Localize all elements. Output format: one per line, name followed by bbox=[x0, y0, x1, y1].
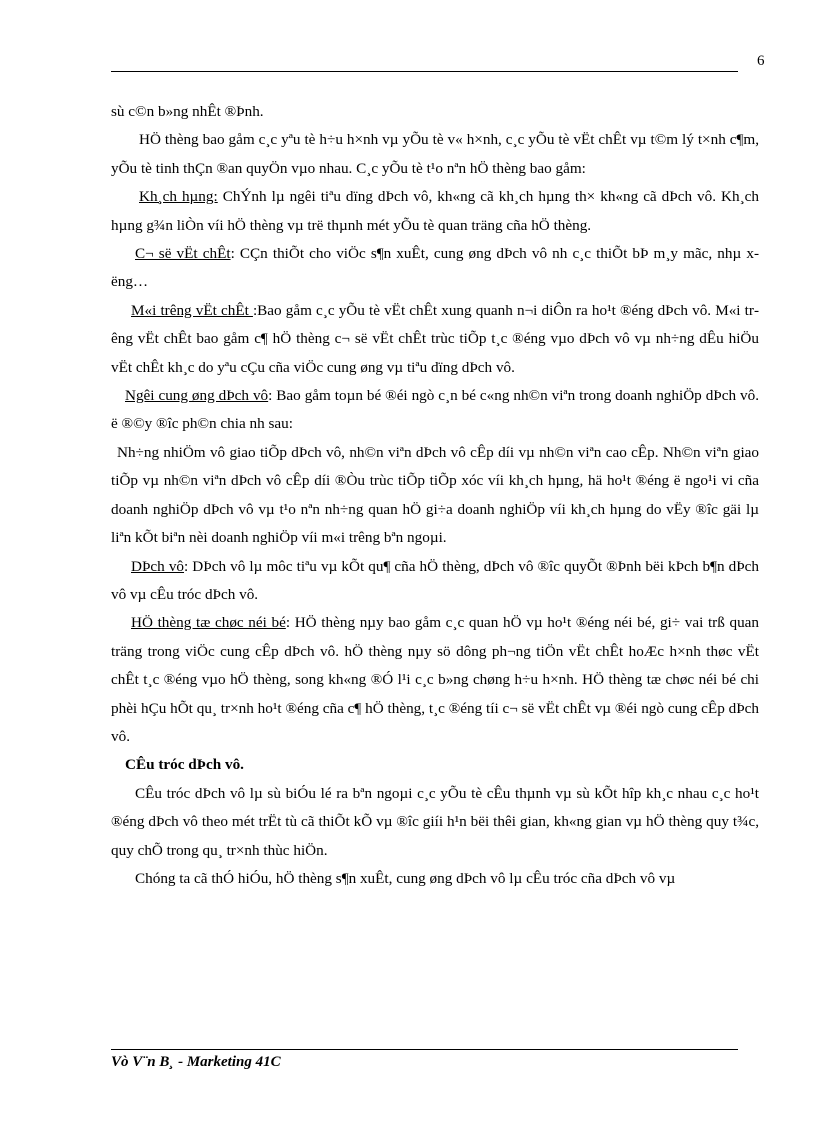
paragraph-dich-vu bbox=[111, 553, 759, 610]
paragraph-co-so-vat-chat bbox=[111, 240, 759, 297]
paragraph-nguoi-cung-ung bbox=[111, 382, 759, 439]
term-co-so-vat-chat: C¬ së vËt chÊt bbox=[135, 245, 231, 263]
term-moi-truong-vat-chat: M«i trêng vËt chÊt bbox=[131, 301, 253, 319]
paragraph-text: : DÞch vô lµ môc tiªu vµ kÕt qu¶ cña hÖ thèng, dÞch vô ®îc quyÕt ®Þnh bëi kÞch b¶n dÞch vô vµ cÊu tróc dÞch vô. bbox=[111, 557, 759, 603]
paragraph-text: :Bao gåm c¸c yÕu tè vËt chÊt xung quanh n¬i diÔn ra ho¹t ®éng dÞch vô. M«i trêng vËt chÊt bao gåm c¶ hÖ thèng c¬ së vËt chÊt trùc tiÕp t¸c ®éng vµo dÞch vô vµ nh÷ng dÊu hiÖu vËt chÊt kh¸c do yªu cÇu cña viÖc cung øng vµ tiªu dïng dÞch vô. bbox=[111, 301, 759, 376]
paragraph-text: : HÖ thèng nµy bao gåm c¸c quan hÖ vµ ho¹t ®éng néi bé, gi÷ vai trß quan träng trong viÖc cung cÊp dÞch vô. hÖ thèng nµy sö dông ph¬ng tiÖn vËt chÊt hoÆc h×nh thøc vËt chÊt t¸c ®éng vµo hÖ thèng, song kh«ng ®Ó l¹i c¸c b»ng chøng h÷u h×nh. HÖ thèng tæ chøc néi bé chi phèi hÇu hÕt qu¸ tr×nh ho¹t ®éng cña c¶ hÖ thèng, t¸c ®éng tíi c¬ së vËt chÊt vµ ®éi ngò cung cÊp dÞch vô. bbox=[111, 614, 759, 745]
paragraph-text: : Bao gåm toµn bé ®éi ngò c¸n bé c«ng nh©n viªn trong doanh nghiÖp dÞch vô. ë ®©y ®îc ph©n chia nh sau: bbox=[111, 387, 759, 433]
term-khach-hang: Kh¸ch hµng: bbox=[139, 188, 218, 206]
header-rule bbox=[111, 71, 738, 72]
paragraph-he-thong-to-chuc bbox=[111, 609, 759, 751]
paragraph: CÊu tróc dÞch vô lµ sù biÓu lé ra bªn ngoµi c¸c yÕu tè cÊu thµnh vµ sù kÕt hîp kh¸c nhau c¸c ho¹t ®éng dÞch vô theo mét trËt tù cã thiÕt kÕ vµ ®îc giíi h¹n bëi thêi gian, kh«ng gian vµ hÖ thèng quy t¾c, quy chÕ trong qu¸ tr×nh thùc hiÖn. bbox=[111, 784, 759, 859]
footer-author: Vò V¨n B¸ - Marketing 41C bbox=[111, 1054, 281, 1070]
term-dich-vu: DÞch vô bbox=[131, 557, 185, 575]
section-heading: CÊu tróc dÞch vô. bbox=[125, 756, 244, 774]
paragraph: HÖ thèng bao gåm c¸c yªu tè h÷u h×nh vµ yÕu tè v« h×nh, c¸c yÕu tè vËt chÊt vµ t©m lý t×nh c¶m, yÕu tè tinh thÇn ®an quyÖn vµo nhau. C¸c yÕu tè t¹o nªn hÖ thèng bao gåm: bbox=[111, 131, 759, 177]
term-he-thong-to-chuc: HÖ thèng tæ chøc néi bé bbox=[131, 614, 286, 632]
paragraph: Chóng ta cã thÓ hiÓu, hÖ thèng s¶n xuÊt, cung øng dÞch vô lµ cÊu tróc cña dÞch vô vµ bbox=[135, 869, 676, 887]
paragraph-text: ChÝnh lµ ngêi tiªu dïng dÞch vô, kh«ng cã kh¸ch hµng th× kh«ng cã dÞch vô. Kh¸ch hµng g¾n liÒn víi hÖ thèng vµ trë thµnh mét yÕu tè quan träng cña hÖ thèng. bbox=[111, 188, 759, 234]
paragraph-khach-hang bbox=[111, 183, 759, 240]
document-body bbox=[111, 98, 759, 893]
term-nguoi-cung-ung: Ngêi cung øng dÞch vô bbox=[125, 387, 269, 405]
paragraph-text: : CÇn thiÕt cho viÖc s¶n xuÊt, cung øng dÞch vô nh c¸c thiÕt bÞ m¸y mãc, nhµ xëng… bbox=[111, 245, 759, 291]
paragraph: sù c©n b»ng nhÊt ®Þnh. bbox=[111, 103, 264, 120]
paragraph: Nh÷ng nhiÖm vô giao tiÕp dÞch vô, nh©n viªn dÞch vô cÊp díi vµ nh©n viªn cao cÊp. Nh©n viªn giao tiÕp vµ nh©n viªn dÞch vô cÊp díi ®Òu trùc tiÕp tiÕp xóc víi kh¸ch hµng, hä ho¹t ®éng ë ngo¹i vi cña doanh nghiÖp dÞch vô vµ t¹o nªn nh÷ng quan hÖ gi÷a doanh nghiÖp víi kh¸ch hµng do vËy ®îc gäi lµ liªn kÕt biªn nèi doanh nghiÖp víi m«i trêng bªn ngoµi. bbox=[111, 443, 759, 547]
paragraph-moi-truong bbox=[111, 297, 759, 382]
footer-rule bbox=[111, 1049, 738, 1050]
page-number: 6 bbox=[757, 53, 765, 69]
